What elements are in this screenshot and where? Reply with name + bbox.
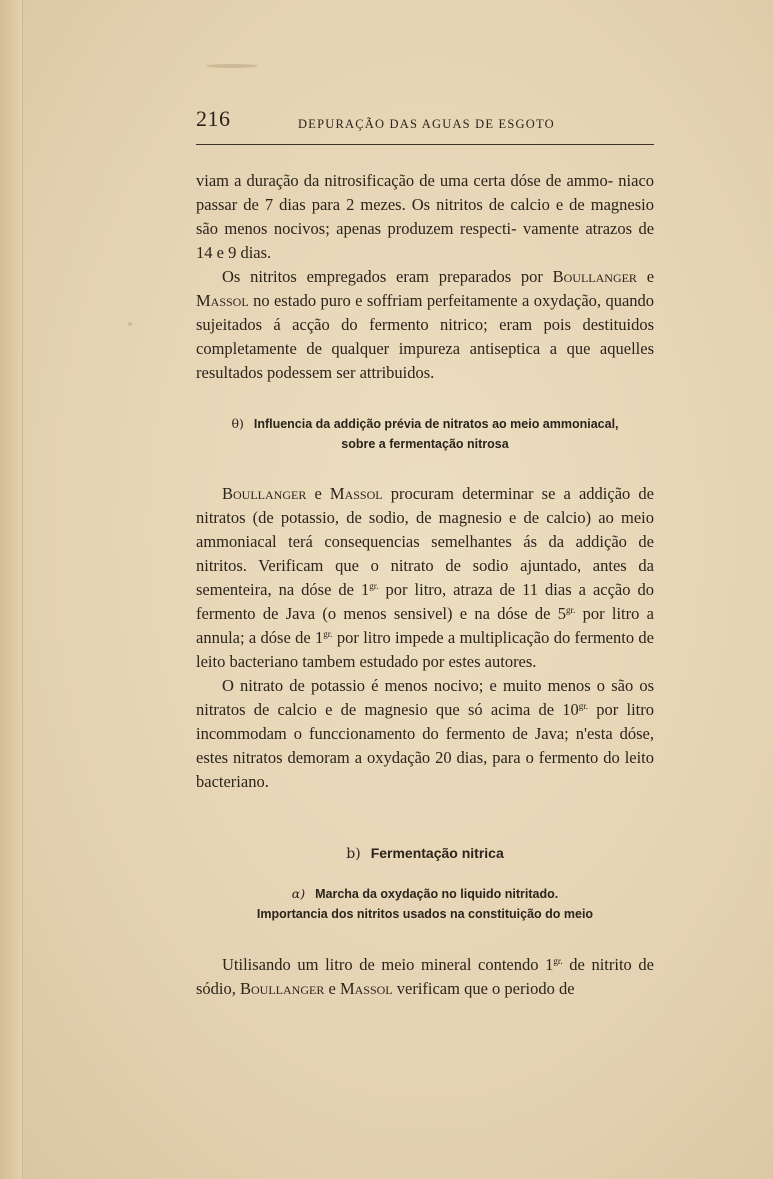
paragraph — [196, 169, 654, 385]
text-line: de nitratos (de potassio, de sodio, de magnesio e de calcio) ao — [196, 484, 654, 527]
text-line: vamente atrazos de 14 e 9 dias. — [196, 219, 655, 262]
text-line: por litro incommodam o funccionamento do fermento de Java; — [196, 700, 655, 743]
heading-line: sobre a fermentação nitrosa — [341, 437, 509, 451]
text-line: n'esta dóse, estes nitratos demoram a oxydação 20 dias, para — [196, 724, 655, 767]
heading-line: Influencia da addição prévia de nitratos ao meio ammoniacal, — [253, 417, 619, 431]
text-line: verificam que o periodo de — [396, 979, 575, 998]
heading-line: Fermentação nitrica — [370, 845, 504, 861]
author-name: Massol — [329, 484, 383, 503]
stain — [206, 64, 258, 68]
unit-sup: gr. — [578, 701, 589, 711]
text-line: por litro impede a multiplicação — [336, 628, 550, 647]
page-header — [196, 104, 654, 145]
page-edge — [0, 0, 23, 1179]
text-line: procuram determinar se a addição — [390, 484, 631, 503]
running-head: DEPURAÇÃO DAS AGUAS DE ESGOTO — [298, 117, 555, 131]
author-name: Massol — [196, 291, 249, 310]
text-line: são os nitratos de calcio e de magnesio que só acima de 10 — [196, 676, 655, 719]
text-line: do fermento de leito bacteriano tambem estudado por estes — [196, 628, 654, 671]
unit-sup: gr. — [565, 605, 576, 615]
text-line: meio ammoniacal terá consequencias semelhantes ás da addição — [196, 508, 655, 551]
section-heading — [196, 414, 654, 454]
stain — [128, 322, 132, 326]
text-line: o fermento do leito bacteriano. — [196, 748, 655, 791]
text-line: niaco passar de 7 dias para 2 mezes. Os nitritos de calcio e — [196, 171, 655, 214]
page-number: 216 — [196, 106, 231, 131]
unit-sup: gr. — [369, 581, 379, 591]
heading-line: Marcha da oxydação no liquido nitritado. — [315, 887, 559, 901]
text-line: de magnesio são menos nocivos; apenas produzem respecti- — [196, 195, 654, 238]
text-line: por litro, atraza de 11 dias a acção — [385, 580, 631, 599]
paragraph — [196, 953, 654, 1001]
text-line: viam a duração da nitrosificação de uma certa dóse de ammo- — [196, 171, 614, 190]
text-line: Os nitritos empregados eram preparados por — [222, 267, 543, 286]
text-line: litro a annula; a dóse de 1 — [196, 604, 655, 647]
text-line: no estado puro e soffriam perfeitamente a oxydação, — [253, 291, 602, 310]
text-line: de nitritos. Verificam que o nitrato de sodio ajuntado, antes da — [196, 532, 654, 575]
unit-sup: gr. — [323, 629, 333, 639]
text-line: de nitrito — [569, 955, 632, 974]
text-line: de sódio, — [196, 955, 654, 998]
author-name: Boullanger — [222, 484, 307, 503]
text-line: e — [328, 979, 336, 998]
text-line: destituidos completamente de qualquer impureza antiseptica a — [196, 315, 654, 358]
section-heading — [196, 843, 654, 864]
subsection-heading — [196, 884, 654, 924]
text-line: O nitrato de potassio é menos nocivo; e muito menos o — [222, 676, 606, 695]
section-marker: θ) — [231, 416, 244, 431]
unit-sup: gr. — [553, 956, 563, 966]
author-name: Boullanger — [552, 267, 637, 286]
text-line: Utilisando um litro de meio mineral contendo 1 — [222, 955, 554, 974]
author-name: Boullanger — [240, 979, 325, 998]
text-line: autores. — [484, 652, 537, 671]
text-line: quando sujeitados á acção do fermento nitrico; eram pois — [196, 291, 655, 334]
text-line: e — [314, 484, 322, 503]
text-line: sementeira, na dóse de 1 — [196, 580, 370, 599]
text-line: por — [582, 604, 605, 623]
text-line: e — [646, 267, 655, 286]
section-marker: b) — [346, 846, 361, 862]
paragraph — [196, 482, 654, 794]
text-line: do fermento de Java (o menos sensivel) e na dóse de 5 — [196, 580, 655, 623]
heading-line: Importancia dos nitritos usados na constituição do meio — [256, 907, 594, 921]
text-line: que aquelles resultados podessem ser attribuidos. — [196, 339, 654, 382]
section-marker: α) — [291, 886, 306, 901]
author-name: Massol — [339, 979, 393, 998]
